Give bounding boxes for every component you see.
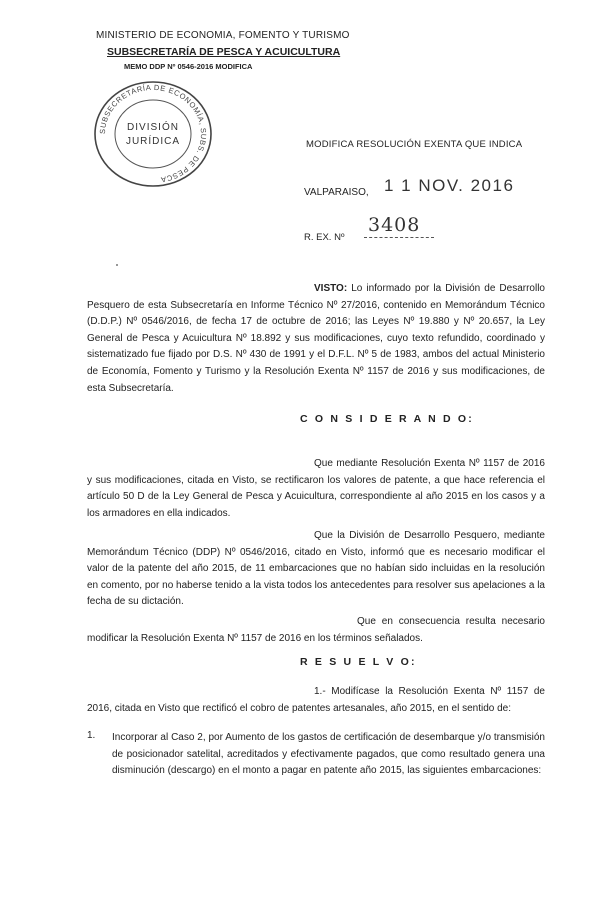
date-stamp: 1 1 NOV. 2016 bbox=[384, 176, 515, 195]
list-item-number: 1. bbox=[87, 730, 96, 741]
stamp-ring-text: SUBSECRETARÍA DE ECONOMÍA, SUBS. DE PESCA bbox=[97, 82, 209, 185]
place-label: VALPARAISO, bbox=[304, 187, 369, 198]
rex-underline bbox=[364, 237, 434, 238]
resuelvo-paragraph-1: 1.- Modifícase la Resolución Exenta Nº 1157 de 2016, citada en Visto que rectificó el cobro de patentes artesanales, año 2015, en el sentido de: bbox=[87, 686, 545, 714]
list-item-text: Incorporar al Caso 2, por Aumento de los gastos de certificación de desembarque y/o transmisión de posicionador satelital, acreditados y efectivamente pagados, que como resultado genera una disminución (descargo) en el monto a pagar en patente año 2015, las siguientes embarcaciones: bbox=[112, 732, 545, 777]
rex-label: R. EX. Nº bbox=[304, 232, 345, 243]
considerando-title: C O N S I D E R A N D O: bbox=[300, 413, 474, 425]
considerando-paragraph-1: Que mediante Resolución Exenta Nº 1157 de 2016 y sus modificaciones, citada en Visto, se rectificaron los valores de patente, a que hace referencia el artículo 50 D de la Ley General de Pesca y Acuicultura, correspondiente al año 2015 en los casos y a los armadores en ella indicados. bbox=[87, 458, 545, 519]
svg-text:SUBSECRETARÍA DE ECONOMÍA, SUB bbox=[98, 83, 208, 185]
rex-number: 3408 bbox=[368, 214, 421, 236]
subsecretariat-header: SUBSECRETARÍA DE PESCA Y ACUICULTURA bbox=[107, 46, 341, 58]
visto-label: VISTO: bbox=[314, 283, 348, 294]
ministry-header: MINISTERIO DE ECONOMIA, FOMENTO Y TURISMO bbox=[96, 30, 350, 41]
scan-speck bbox=[116, 264, 118, 266]
document-subject: MODIFICA RESOLUCIÓN EXENTA QUE INDICA bbox=[306, 139, 523, 150]
considerando-paragraph-2: Que la División de Desarrollo Pesquero, mediante Memorándum Técnico (DDP) Nº 0546/2016, citado en Visto, informó que es necesario modificar el valor de la patente del año 2015, de 11 embarcaciones que no habían sido incluidas en la resolución en comento, por no haberse tenido a la vista todos los antecedentes para resolver sus apelaciones a la fecha de su dictación. bbox=[87, 530, 545, 608]
visto-text: Lo informado por la División de Desarrollo Pesquero de esta Subsecretaría en Informe Técnico Nº 27/2016, contenido en Memorándum Técnico (D.D.P.) Nº 0546/2016, de fecha 17 de octubre de 2016; las Leyes Nº 19.880 y Nº 20.657, la Ley General de Pesca y Acuicultura Nº 18.892 y sus modificaciones, cuyo texto refundido, coordinado y sistematizado fue fijado por D.S. Nº 430 de 1991 y el D.F.L. Nº 5 de 1983, ambos del actual Ministerio de Economía, Fomento y Turismo y la Resolución Exenta Nº 1157 de 2016 y sus modificaciones, de esta Subsecretaría. bbox=[87, 283, 545, 394]
considerando-paragraph-3: Que en consecuencia resulta necesario modificar la Resolución Exenta Nº 1157 de 2016 en los términos señalados. bbox=[87, 616, 545, 644]
visto-paragraph bbox=[87, 281, 545, 397]
division-juridica-stamp bbox=[91, 78, 215, 190]
stamp-seal-icon bbox=[91, 78, 215, 190]
stamp-line-2: JURÍDICA bbox=[125, 136, 181, 147]
resuelvo-title: R E S U E L V O: bbox=[300, 656, 417, 668]
memo-reference: MEMO DDP Nº 0546-2016 MODIFICA bbox=[124, 62, 253, 71]
stamp-line-1: DIVISIÓN bbox=[127, 122, 179, 133]
